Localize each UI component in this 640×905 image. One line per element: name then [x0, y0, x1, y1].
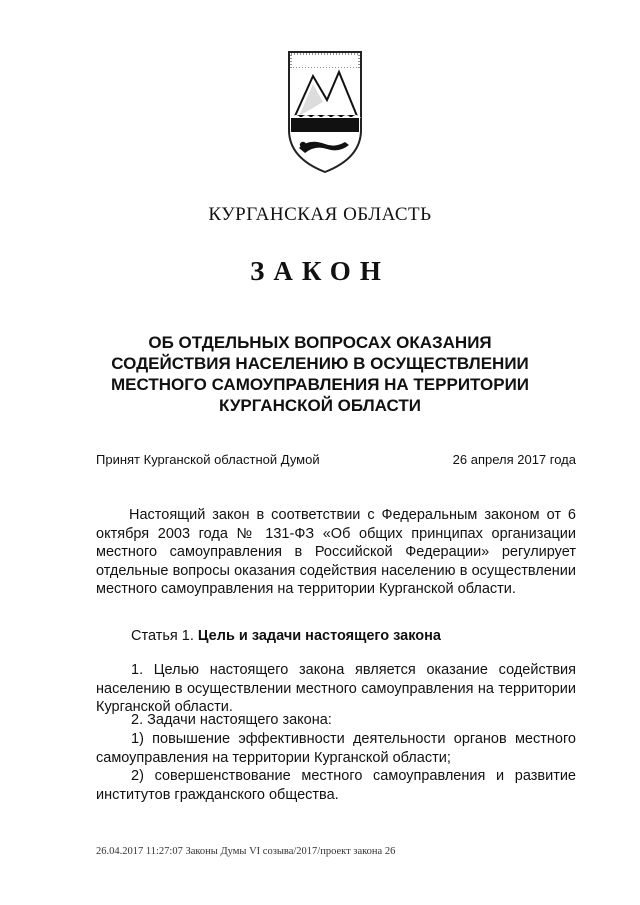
- article-number: Статья 1.: [131, 628, 194, 644]
- adopted-by-text: Принят Курганской областной Думой: [96, 452, 320, 467]
- article-title: Цель и задачи настоящего закона: [197, 628, 441, 644]
- law-title-line: КУРГАНСКОЙ ОБЛАСТИ: [219, 396, 421, 415]
- article-item: 2. Задачи настоящего закона:: [131, 712, 332, 728]
- region-heading: КУРГАНСКАЯ ОБЛАСТЬ: [208, 204, 432, 225]
- article-subitem: 2) совершенствование местного самоуправления и развитие институтов гражданского общества.: [96, 768, 576, 803]
- article-item: 1. Целью настоящего закона является оказание содействия населению в осуществлении местного самоуправления на территории Курганской области.: [96, 662, 576, 715]
- law-title-line: СОДЕЙСТВИЯ НАСЕЛЕНИЮ В ОСУЩЕСТВЛЕНИИ: [111, 354, 529, 373]
- article-heading: [131, 627, 441, 646]
- law-title: [60, 332, 580, 416]
- article-subitem: 1) повышение эффективности деятельности органов местного самоуправления на территории Курганской области;: [96, 731, 576, 766]
- law-title-line: ОБ ОТДЕЛЬНЫХ ВОПРОСАХ ОКАЗАНИЯ: [148, 333, 492, 352]
- document-type-heading: ЗАКОН: [250, 256, 390, 286]
- adoption-date: 26 апреля 2017 года: [452, 452, 576, 467]
- law-title-line: МЕСТНОГО САМОУПРАВЛЕНИЯ НА ТЕРРИТОРИИ: [110, 375, 530, 394]
- footer-stamp: 26.04.2017 11:27:07 Законы Думы VI созыва/2017/проект закона 26: [96, 846, 396, 857]
- preamble-paragraph: Настоящий закон в соответствии с Федеральным законом от 6 октября 2003 года № 131-ФЗ «Об общих принципах организации местного самоуправления в Российской Федерации» регулирует отдельные вопросы оказания содействия населению в осуществлении местного самоуправления на территории Курганской области.: [96, 507, 576, 597]
- coat-of-arms-emblem: [285, 50, 365, 175]
